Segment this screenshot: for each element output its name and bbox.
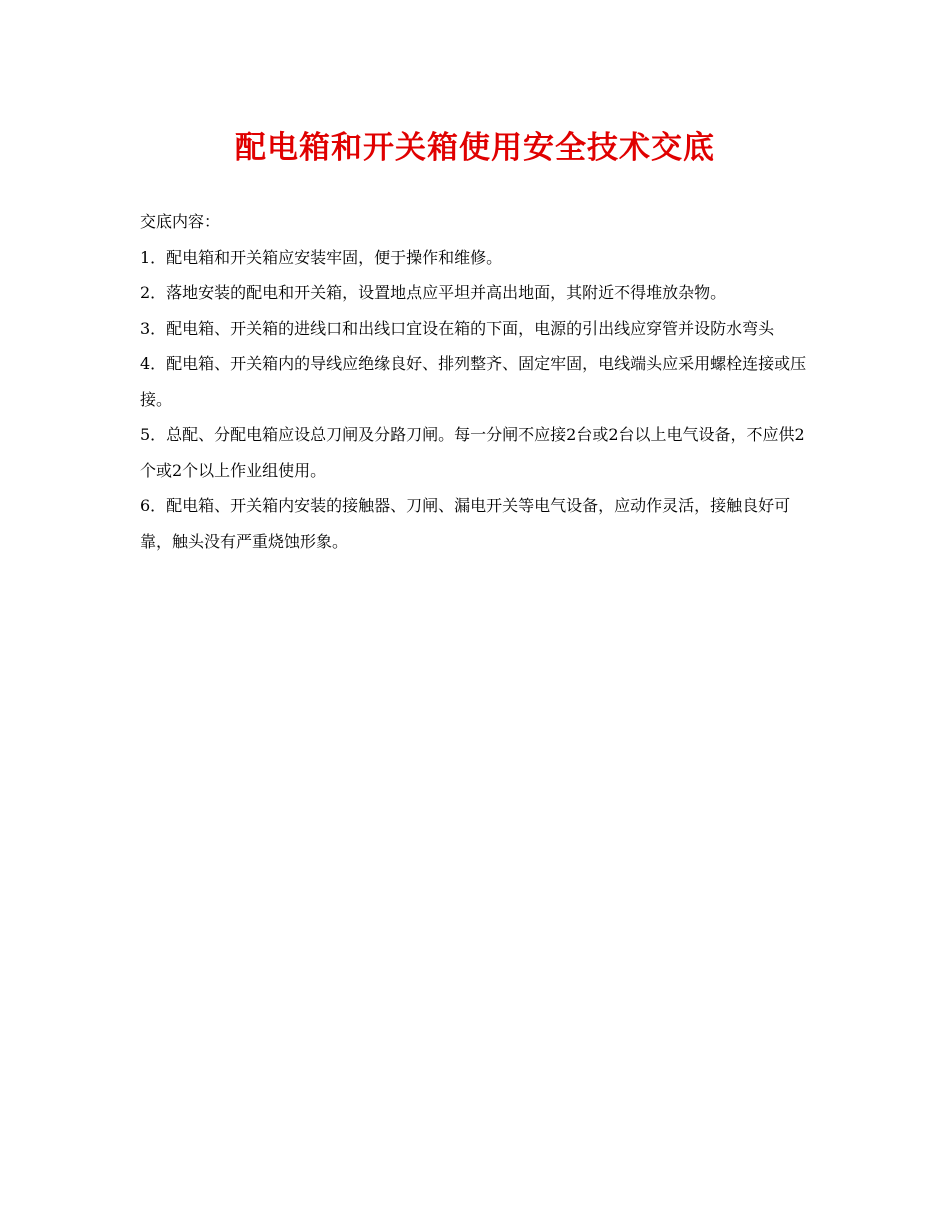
- list-item: 4．配电箱、开关箱内的导线应绝缘良好、排列整齐、固定牢固，电线端头应采用螺栓连接或压接。: [140, 354, 807, 409]
- list-item: 3．配电箱、开关箱的进线口和出线口宜设在箱的下面，电源的引出线应穿管并设防水弯头: [140, 318, 775, 338]
- intro-label: 交底内容：: [140, 212, 221, 231]
- list-item: 5．总配、分配电箱应设总刀闸及分路刀闸。每一分闸不应接2台或2台以上电气设备，不应供2个或2个以上作业组使用。: [140, 425, 805, 480]
- document-body: [140, 204, 816, 559]
- list-item: 6．配电箱、开关箱内安装的接触器、刀闸、漏电开关等电气设备，应动作灵活，接触良好可靠，触头没有严重烧蚀形象。: [140, 496, 791, 551]
- document-title: 配电箱和开关箱使用安全技术交底: [235, 130, 715, 166]
- list-item: 2．落地安装的配电和开关箱，设置地点应平坦并高出地面，其附近不得堆放杂物。: [140, 283, 727, 302]
- list-item: 1．配电箱和开关箱应安装牢固，便于操作和维修。: [140, 247, 503, 267]
